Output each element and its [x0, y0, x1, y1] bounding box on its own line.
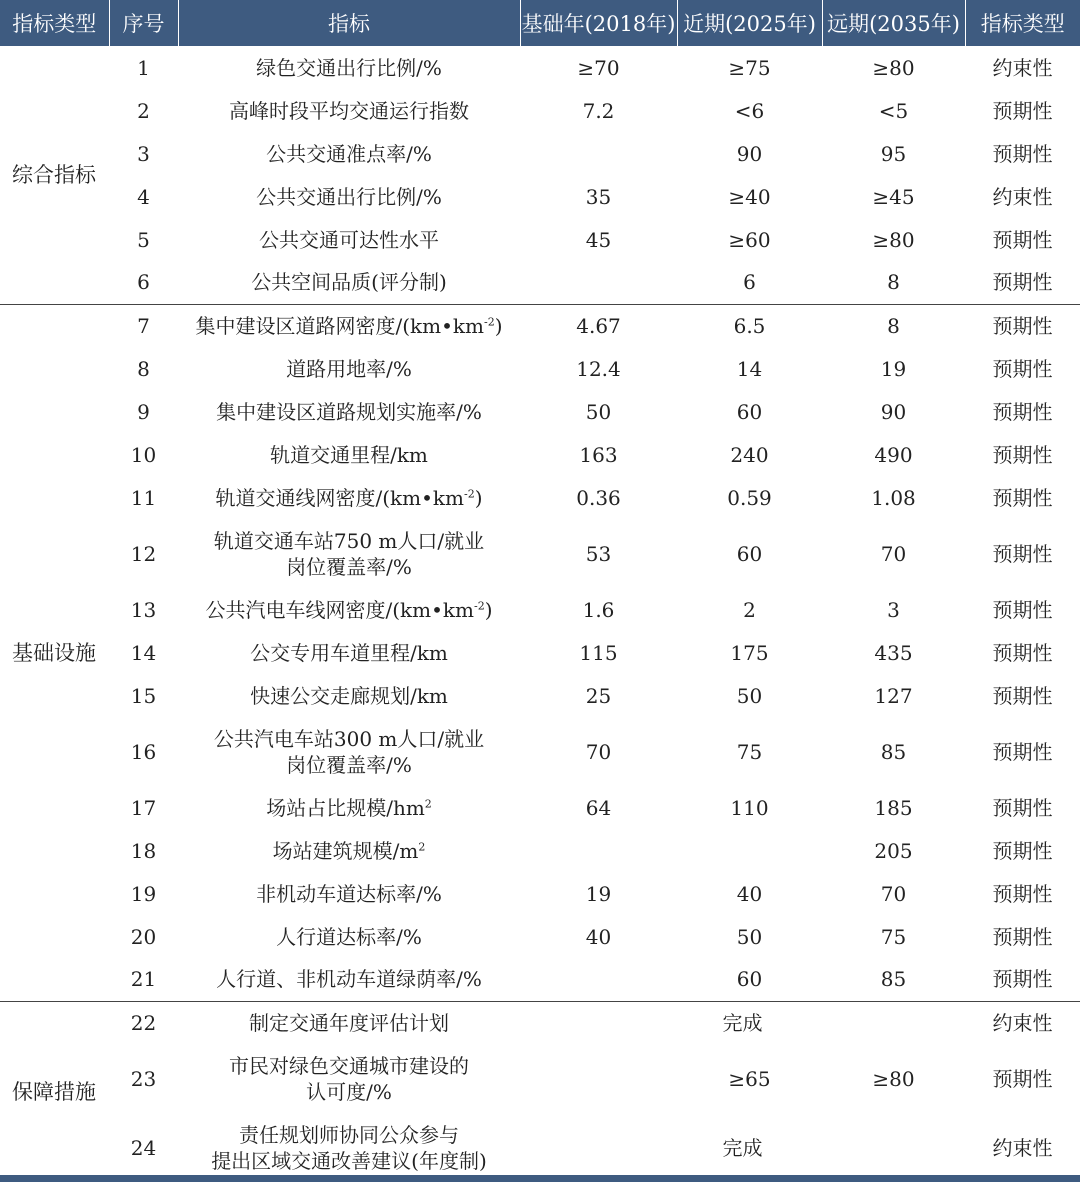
indicator-cell: [178, 390, 520, 433]
indicator-line: 快速公交走廊规划/km: [250, 683, 448, 708]
near-term-value: [677, 829, 822, 872]
table-row: [0, 872, 1080, 915]
indicator-superscript: 2: [418, 839, 426, 853]
table-row: [0, 304, 1080, 347]
long-term-value: 90: [880, 399, 907, 424]
base-year-value: [520, 829, 677, 872]
indicator-superscript: 2: [424, 796, 432, 810]
row-number: 21: [130, 967, 157, 992]
indicator-type: 预期性: [992, 442, 1053, 467]
row-number: 3: [137, 141, 150, 166]
near-term-value: 50: [736, 683, 763, 708]
indicator-type: 预期性: [992, 881, 1053, 906]
indicator-text: 公共汽电车线网密度/(km•km: [205, 597, 474, 622]
indicator-superscript: -2: [463, 486, 475, 500]
indicator-cell: [178, 958, 520, 1001]
long-term-value: 8: [887, 270, 900, 295]
indicator-cell: [178, 433, 520, 476]
indicator-line: 人行道、非机动车道绿荫率/%: [216, 967, 482, 992]
category-cell: 综合指标: [12, 162, 96, 187]
indicator-type: 预期性: [992, 640, 1053, 665]
table-row: [0, 1044, 1080, 1113]
long-term-value: ≥80: [872, 227, 915, 252]
long-term-value: ≥80: [872, 1066, 915, 1091]
row-number: 4: [137, 184, 150, 209]
row-number: 10: [130, 442, 157, 467]
base-year-value: 4.67: [520, 304, 677, 347]
category-cell: 基础设施: [0, 304, 109, 1001]
indicator-cell: [178, 786, 520, 829]
indicator-type: 约束性: [992, 55, 1053, 80]
base-year-value: ≥70: [577, 55, 620, 80]
header-long-term: 远期(2035年): [822, 0, 965, 46]
table-row: [0, 433, 1080, 476]
indicator-cell: [178, 1113, 520, 1182]
base-year-value: 53: [585, 541, 612, 566]
row-number: 9: [137, 399, 150, 424]
row-number: 20: [130, 924, 157, 949]
indicator-line: 公共汽电车站300 m人口/就业: [213, 726, 485, 751]
row-number: 6: [137, 270, 150, 295]
indicator-cell: [178, 46, 520, 89]
base-year-value: 19: [585, 881, 612, 906]
long-term-value: 70: [880, 541, 907, 566]
indicator-type: 预期性: [992, 399, 1053, 424]
indicator-type: 预期性: [992, 967, 1053, 992]
indicator-type: 预期性: [992, 795, 1053, 820]
base-year-value: 7.2: [582, 98, 615, 123]
long-term-value: 95: [880, 141, 907, 166]
row-number: 18: [130, 838, 157, 863]
base-year-value: 45: [585, 227, 612, 252]
indicator-cell: [178, 218, 520, 261]
indicator-line: 人行道达标率/%: [276, 924, 422, 949]
base-year-value: 40: [585, 924, 612, 949]
long-term-value: 3: [887, 597, 900, 622]
row-number: 17: [130, 795, 157, 820]
long-term-value: 1.08: [871, 485, 916, 510]
indicator-type: 预期性: [992, 98, 1053, 123]
table-row: [0, 347, 1080, 390]
near-term-value: 40: [736, 881, 763, 906]
table-row: [0, 915, 1080, 958]
long-term-value: ≥80: [872, 55, 915, 80]
indicator-line: 公交专用车道里程/km: [250, 640, 448, 665]
base-year-value: 35: [585, 184, 612, 209]
row-number: 11: [130, 485, 157, 510]
indicator-type: 预期性: [992, 683, 1053, 708]
near-term-value: 6.5: [677, 304, 822, 347]
table-row: [0, 588, 1080, 631]
row-number: 23: [130, 1066, 157, 1091]
indicator-text: 场站建筑规模/m: [272, 838, 419, 863]
table-row: [0, 631, 1080, 674]
near-term-value: 90: [736, 141, 763, 166]
indicator-cell: [178, 631, 520, 674]
base-year-value: 163: [579, 442, 618, 467]
long-term-value: 75: [880, 924, 907, 949]
long-term-value: 19: [880, 356, 907, 381]
indicator-line: 岗位覆盖率/%: [286, 752, 412, 777]
near-term-value: 240: [730, 442, 769, 467]
indicator-line: 道路用地率/%: [286, 356, 412, 381]
indicator-type: 约束性: [992, 1135, 1053, 1160]
base-year-value: [520, 132, 677, 175]
base-year-value: [520, 261, 677, 304]
row-number: 19: [130, 881, 157, 906]
indicator-superscript: -2: [483, 315, 495, 329]
near-term-value: 75: [736, 739, 763, 764]
near-term-value: 2: [743, 597, 756, 622]
row-number: 15: [130, 683, 157, 708]
indicator-line: 绿色交通出行比例/%: [256, 55, 442, 80]
near-term-value: ≥75: [728, 55, 771, 80]
indicator-line: 非机动车道达标率/%: [256, 881, 442, 906]
indicator-cell: [178, 304, 520, 347]
base-year-value: 12.4: [576, 356, 621, 381]
long-term-value: 490: [874, 442, 913, 467]
near-term-value: 6: [743, 270, 756, 295]
indicator-cell: [178, 132, 520, 175]
header-indicator: 指标: [178, 0, 520, 46]
indicator-type: 预期性: [992, 739, 1053, 764]
indicator-cell: [178, 1001, 520, 1044]
near-term-value: ≥65: [728, 1066, 771, 1091]
indicator-cell: [178, 175, 520, 218]
base-year-value: [520, 1044, 677, 1113]
indicator-type: 预期性: [992, 270, 1053, 295]
row-number: 22: [109, 1001, 178, 1044]
indicator-text: 轨道交通线网密度/(km•km: [215, 485, 464, 510]
near-term-value: ≥60: [728, 227, 771, 252]
indicator-cell: [178, 519, 520, 588]
indicator-line: 公共交通可达性水平: [259, 227, 439, 252]
merged-value-cell: 完成: [520, 1001, 965, 1044]
long-term-value: 70: [880, 881, 907, 906]
near-term-value: 110: [730, 795, 769, 820]
indicator-cell: [178, 674, 520, 717]
indicator-line: 岗位覆盖率/%: [286, 554, 412, 579]
base-year-value: 25: [585, 683, 612, 708]
header-category: 指标类型: [0, 0, 109, 46]
indicator-type: 预期性: [992, 1066, 1053, 1091]
table-row: [0, 132, 1080, 175]
long-term-value: 85: [880, 967, 907, 992]
header-near-term: 近期(2025年): [677, 0, 822, 46]
indicator-cell: [178, 347, 520, 390]
indicator-type: 预期性: [992, 141, 1053, 166]
near-term-value: ≥40: [728, 184, 771, 209]
header-base-year: 基础年(2018年): [520, 0, 677, 46]
indicator-line: 轨道交通车站750 m人口/就业: [213, 528, 485, 553]
indicator-line: 公共交通准点率/%: [266, 141, 432, 166]
near-term-value: 14: [736, 356, 763, 381]
indicator-text-tail: ): [484, 597, 493, 622]
table-row: [0, 717, 1080, 786]
near-term-value: 175: [730, 640, 769, 665]
category-cell: 保障措施: [0, 1001, 109, 1182]
table-row: [0, 175, 1080, 218]
table-row: [0, 829, 1080, 872]
near-term-value: 60: [736, 967, 763, 992]
indicator-line: 公共空间品质(评分制): [251, 270, 447, 295]
near-term-value: 60: [736, 399, 763, 424]
base-year-value: 50: [585, 399, 612, 424]
indicator-type: 约束性: [992, 184, 1053, 209]
long-term-value: <5: [878, 98, 909, 123]
row-number: 13: [130, 597, 157, 622]
indicator-cell: [178, 915, 520, 958]
indicator-cell: [178, 261, 520, 304]
indicator-text-tail: ): [474, 485, 483, 510]
long-term-value: ≥45: [872, 184, 915, 209]
long-term-value: 205: [874, 838, 913, 863]
near-term-value: 0.59: [727, 485, 772, 510]
table-row: [0, 958, 1080, 1001]
near-term-value: 50: [736, 924, 763, 949]
table-row: [0, 261, 1080, 304]
indicator-type: 预期性: [992, 485, 1053, 510]
indicator-type: 预期性: [992, 838, 1053, 863]
indicator-superscript: -2: [473, 598, 485, 612]
base-year-value: 1.6: [582, 597, 615, 622]
table-row: [0, 1001, 1080, 1044]
row-number: 5: [137, 227, 150, 252]
indicator-line: 市民对绿色交通城市建设的: [229, 1053, 469, 1078]
table-row: [0, 390, 1080, 433]
table-row: [0, 476, 1080, 519]
row-number: 16: [130, 739, 157, 764]
near-term-value: <6: [734, 98, 765, 123]
base-year-value: 64: [585, 795, 612, 820]
table-row: [0, 46, 1080, 89]
indicator-line: 公共交通出行比例/%: [256, 184, 442, 209]
row-number: 2: [137, 98, 150, 123]
base-year-value: 70: [585, 739, 612, 764]
indicator-type: 预期性: [992, 227, 1053, 252]
indicator-type: 预期性: [965, 304, 1080, 347]
table-row: [0, 786, 1080, 829]
header-number: 序号: [109, 0, 178, 46]
base-year-value: 0.36: [576, 485, 621, 510]
table-row: [0, 218, 1080, 261]
long-term-value: 185: [874, 795, 913, 820]
indicator-line: 制定交通年度评估计划: [249, 1010, 449, 1035]
header-row: [0, 0, 1080, 46]
base-year-value: 115: [579, 640, 618, 665]
indicator-cell: [178, 872, 520, 915]
table-row: [0, 1113, 1080, 1182]
long-term-value: 85: [880, 739, 907, 764]
row-number: 8: [137, 356, 150, 381]
indicator-line: 集中建设区道路规划实施率/%: [216, 399, 482, 424]
row-number: 1: [137, 55, 150, 80]
indicator-line: 高峰时段平均交通运行指数: [229, 98, 469, 123]
indicator-text: 集中建设区道路网密度/(km•km: [195, 313, 484, 338]
indicator-type: 约束性: [965, 1001, 1080, 1044]
indicator-line: 轨道交通里程/km: [270, 442, 428, 467]
table-row: [0, 89, 1080, 132]
indicator-cell: [178, 717, 520, 786]
indicator-cell: [178, 829, 520, 872]
indicator-text-tail: ): [494, 313, 503, 338]
long-term-value: 435: [874, 640, 913, 665]
long-term-value: 127: [874, 683, 913, 708]
indicator-type: 预期性: [992, 924, 1053, 949]
row-number: 12: [130, 541, 157, 566]
row-number: 14: [130, 640, 157, 665]
indicator-cell: [178, 1044, 520, 1113]
indicator-text: 场站占比规模/hm: [266, 795, 425, 820]
long-term-value: 8: [822, 304, 965, 347]
row-number: 7: [109, 304, 178, 347]
near-term-value: 60: [736, 541, 763, 566]
merged-value-cell: 完成: [722, 1135, 763, 1160]
table-row: [0, 519, 1080, 588]
indicator-type: 预期性: [992, 541, 1053, 566]
base-year-value: [520, 958, 677, 1001]
indicator-type: 预期性: [992, 597, 1053, 622]
row-number: 24: [130, 1135, 157, 1160]
indicator-line: 认可度/%: [306, 1079, 392, 1104]
indicator-cell: [178, 476, 520, 519]
bottom-bar: [0, 1175, 1080, 1182]
header-indicator-type: 指标类型: [965, 0, 1080, 46]
table-row: [0, 674, 1080, 717]
indicator-type: 预期性: [992, 356, 1053, 381]
indicator-cell: [178, 89, 520, 132]
indicator-line: 责任规划师协同公众参与: [239, 1122, 459, 1147]
indicator-cell: [178, 588, 520, 631]
indicator-line: 提出区域交通改善建议(年度制): [211, 1148, 487, 1173]
